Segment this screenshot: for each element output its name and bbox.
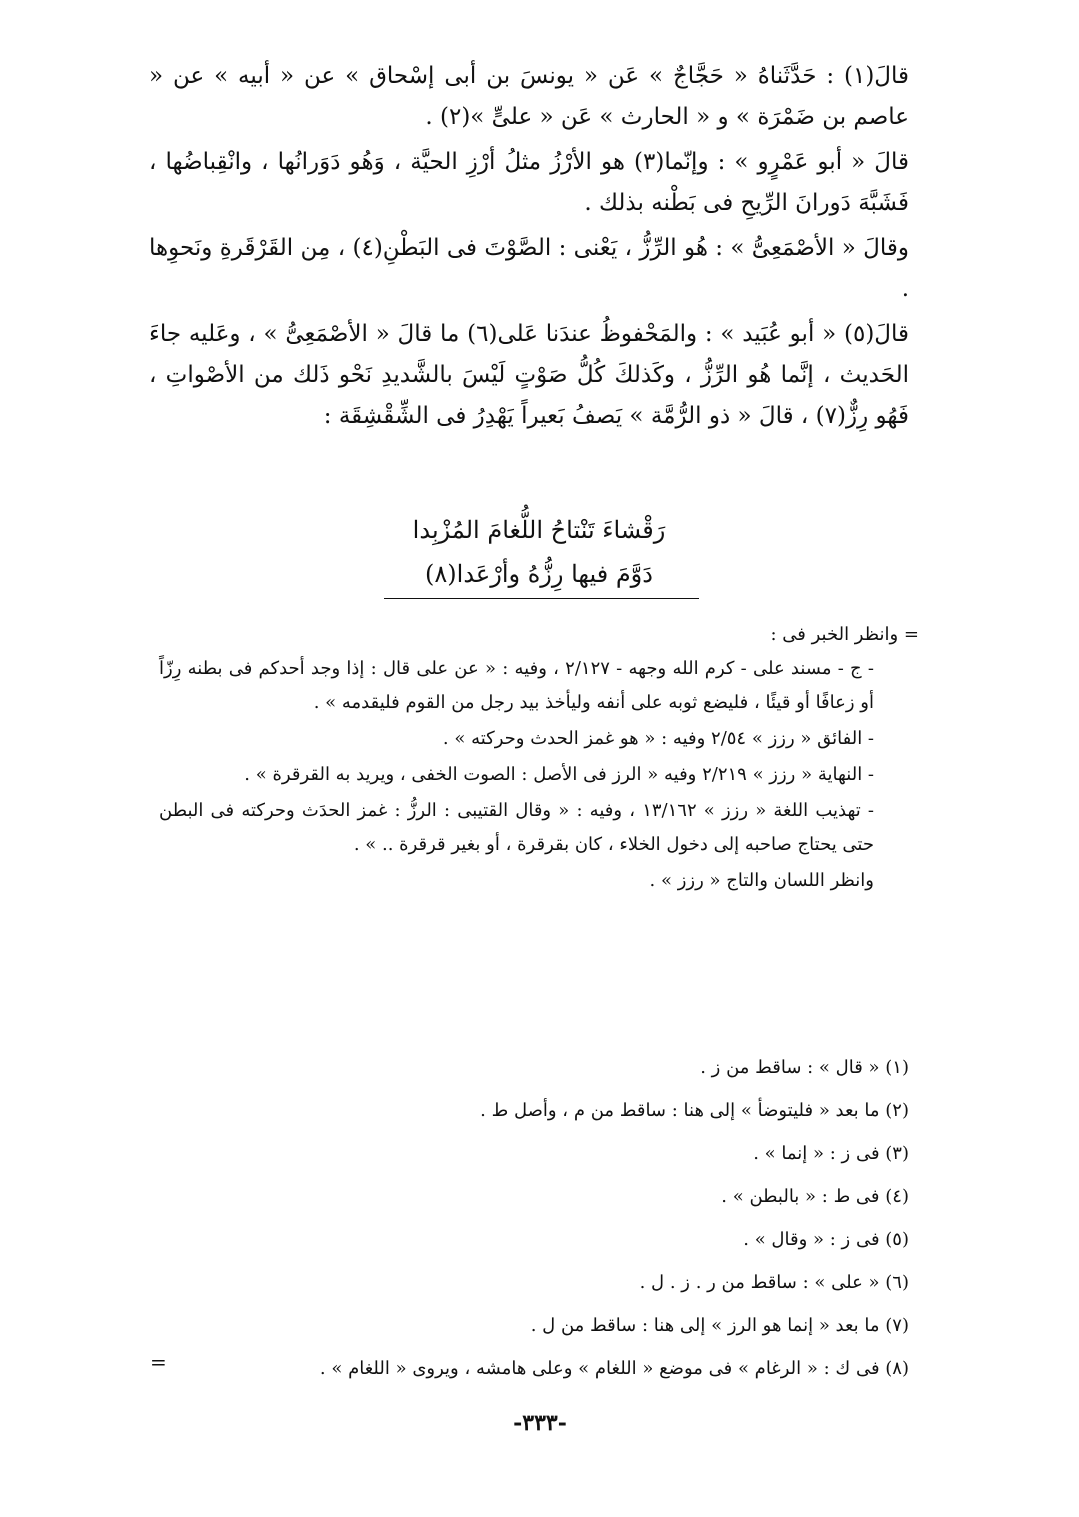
footnote-item: (٧) ما بعد « إنما هو الرز » إلى هنا : ساقط من ل . <box>530 1315 909 1336</box>
source-item: - ج - مسند على - كرم الله وجهه - ٢/١٢٧ ، وفيه : « عن على قال : إذا وجد أحدكم فى بطنه رِزّاً أو زعافًا أو قيئًا ، فليضع ثوبه على أنفه وليأخذ بيد رجل من القوم فليقدمه » . <box>159 658 874 713</box>
footnotes <box>159 1046 909 1390</box>
footnote-item: (٨) فى ك : « الرغام » فى موضع « اللغام » وعلى هامشه ، ويروى « اللغام » . <box>319 1358 909 1379</box>
verse-line-2: دَوَّمَ فيها رِزُّهُ وأرْعَدا(٨) <box>425 560 653 588</box>
footnote-item: (٣) فى ز : « إنما » . <box>753 1143 909 1164</box>
source-item: - الفائق « رزز » ٢/٥٤ وفيه : « هو غمز الحدث وحركته » . <box>442 728 874 749</box>
verse-line-1: رَقْشاءَ تَنْتاحُ اللُّغامَ المُزْبِدا <box>412 516 666 544</box>
footnote-separator <box>384 598 699 599</box>
footnote-item: (٥) فى ز : « وقال » . <box>743 1229 909 1250</box>
sources-list <box>159 652 874 898</box>
footnote-item: (٤) فى ط : « بالبطن » . <box>721 1186 909 1207</box>
main-text <box>149 56 909 441</box>
footnote-item: (١) « قال » : ساقط من ز . <box>700 1057 909 1078</box>
source-item: - النهاية « رزز » ٢/٢١٩ وفيه « الرز فى الأصل : الصوت الخفى ، ويريد به القرقرة » . <box>244 764 874 785</box>
paragraph-4: قالَ(٥) « أبو عُبَيد » : والمَحْفوظُ عندَنا عَلى(٦) ما قالَ « الأصْمَعِىُّ » ، وعَليه جاءَ الحَديث ، إنَّما هُو الرِّزُّ ، وكَذلكَ كُلُّ صَوْتٍ لَيْسَ بالشَّديدِ نَحْو ذَلك من الأصْواتِ ، فَهُو رِزٌّ(٧) ، قالَ « ذو الرُّمَّة » يَصفُ بَعيراً يَهْدِرُ فى الشِّقْشِقَة : <box>149 321 909 429</box>
paragraph-3: وقالَ « الأصْمَعِىُّ » : هُو الرِّزُّ ، يَعْنى : الصَّوْتَ فى البَطْنِ(٤) ، مِن القَرْقَرةِ ونَحوِها . <box>149 235 909 302</box>
paragraph-2: قالَ « أبو عَمْرٍو » : وإنّما(٣) هو الأرْزُ مثلُ أرْزِ الحيَّة ، وَهُو دَوَرانُها ، وانْقِباضُها ، فَشَبَّهَ دَورانَ الرِّيحِ فى بَطْنه بذلك . <box>149 149 909 216</box>
paragraph-1: قالَ(١) : حَدَّثَناهُ « حَجَّاجٌ » عَن « يونسَ بن أبى إسْحاق » عن « أبيه » عن « عاصم بن ضَمْرَة » و « الحارث » عَن « علىٍّ »(٢) . <box>149 63 909 130</box>
footnote-item: (٢) ما بعد « فليتوضأ » إلى هنا : ساقط من م ، وأصل ط . <box>480 1100 909 1121</box>
continuation-mark: = <box>150 1350 167 1374</box>
page-number: -٣٣٣- <box>513 1410 567 1436</box>
sources-intro: = وانظر الخبر فى : <box>770 624 919 645</box>
footnote-item: (٦) « على » : ساقط من ر . ز . ل . <box>639 1272 909 1293</box>
source-item: - تهذيب اللغة « رزز » ١٣/١٦٢ ، وفيه : « وقال القتيبى : الرزُّ : غمز الحدَث وحركته فى البطن حتى يحتاج صاحبه إلى دخول الخلاء ، كان بقرقرة ، أو بغير قرقرة .. » . <box>159 800 874 855</box>
poetry-verse <box>379 508 699 596</box>
source-final: وانظر اللسان والتاج « رزز » . <box>649 870 874 891</box>
